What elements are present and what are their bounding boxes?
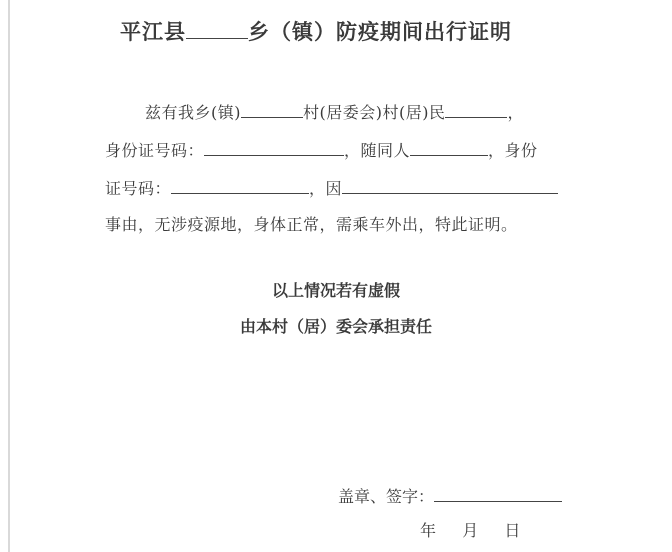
date-line: [420, 518, 520, 541]
body-line-4: 事由，无涉疫源地，身体正常，需乘车外出，特此证明。: [105, 215, 518, 234]
id-number-blank: [204, 155, 344, 156]
page-left-edge: [8, 0, 10, 552]
line1-text-c: ，: [507, 103, 524, 122]
body-line-1: [145, 100, 524, 123]
signature-label: 盖章、签字：: [338, 487, 435, 506]
line2-text-a: 身份证号码：: [105, 141, 205, 160]
date-year: 年: [420, 521, 437, 540]
title-prefix: 平江县: [120, 19, 186, 44]
township-blank: [186, 38, 248, 39]
line1-text-a: 兹有我乡(镇): [145, 103, 241, 122]
resident-name-blank: [445, 117, 507, 118]
statement-line-1: 以上情况若有虚假: [271, 281, 400, 300]
line1-text-b: 村(居委会)村(居)民: [303, 103, 446, 122]
reason-blank: [342, 193, 558, 194]
signature-line: [338, 484, 562, 507]
body-line-3: [105, 176, 558, 199]
line3-text-a: 证号码：: [105, 179, 172, 198]
statement-line-2: 由本村（居）委会承担责任: [239, 317, 432, 336]
signature-blank: [434, 501, 562, 502]
date-month: 月: [462, 521, 479, 540]
title-suffix: 乡（镇）防疫期间出行证明: [248, 19, 512, 44]
line2-text-c: ，身份: [488, 141, 538, 160]
document-title: [120, 16, 570, 46]
companion-blank: [410, 155, 488, 156]
body-line-2: [105, 138, 538, 161]
line3-text-b: ，因: [309, 179, 343, 198]
line2-text-b: ，随同人: [344, 141, 411, 160]
village-blank: [241, 117, 303, 118]
date-day: 日: [504, 521, 521, 540]
companion-id-blank: [171, 193, 309, 194]
